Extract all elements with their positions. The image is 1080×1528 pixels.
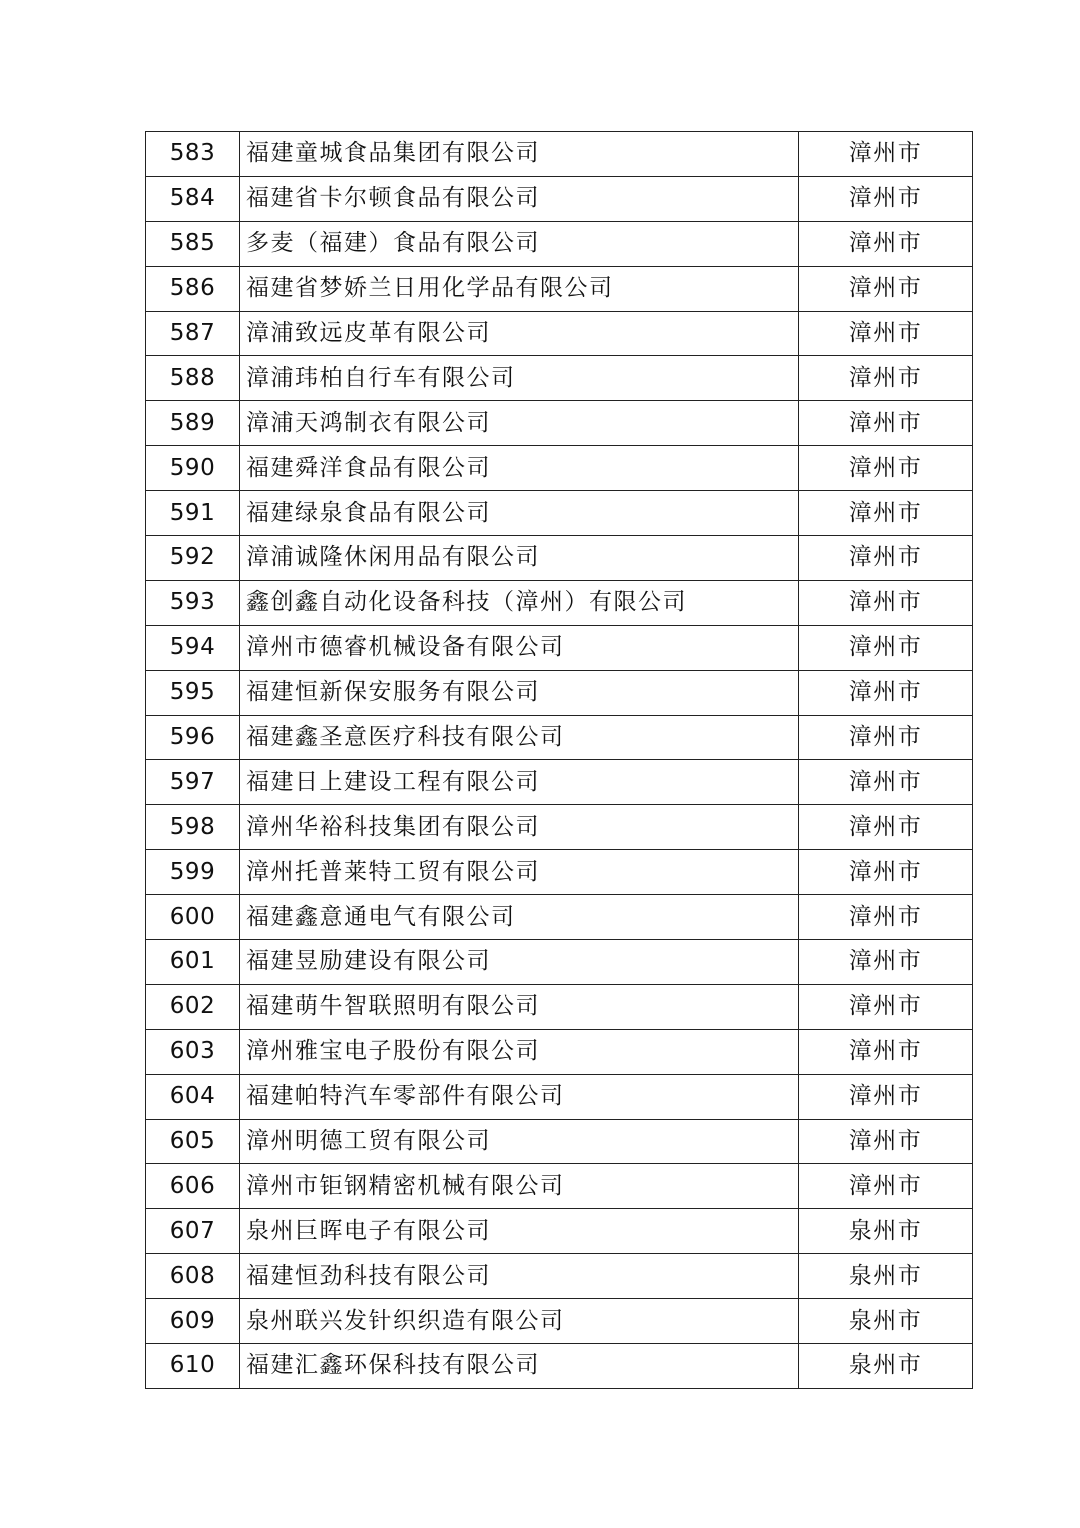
- city-name: 泉州市: [799, 1344, 973, 1389]
- city-name: 漳州市: [799, 940, 973, 985]
- row-number: 587: [146, 311, 240, 356]
- table-row: [146, 1344, 973, 1389]
- row-number: 584: [146, 176, 240, 221]
- city-name: 漳州市: [799, 850, 973, 895]
- table-row: [146, 132, 973, 177]
- city-name: 漳州市: [799, 580, 973, 625]
- company-name: 福建日上建设工程有限公司: [240, 760, 799, 805]
- company-name: 福建鑫意通电气有限公司: [240, 895, 799, 940]
- company-name: 福建帕特汽车零部件有限公司: [240, 1074, 799, 1119]
- row-number: 583: [146, 132, 240, 177]
- table-row: [146, 401, 973, 446]
- row-number: 586: [146, 266, 240, 311]
- table-row: [146, 895, 973, 940]
- table-row: [146, 715, 973, 760]
- city-name: 漳州市: [799, 401, 973, 446]
- table-row: [146, 1074, 973, 1119]
- row-number: 591: [146, 491, 240, 536]
- city-name: 漳州市: [799, 221, 973, 266]
- company-name: 福建省梦娇兰日用化学品有限公司: [240, 266, 799, 311]
- table-body: [146, 132, 973, 1389]
- company-name: 漳浦玮柏自行车有限公司: [240, 356, 799, 401]
- company-name: 漳州雅宝电子股份有限公司: [240, 1029, 799, 1074]
- city-name: 漳州市: [799, 1074, 973, 1119]
- city-name: 漳州市: [799, 446, 973, 491]
- city-name: 泉州市: [799, 1209, 973, 1254]
- company-name: 漳州市钜钢精密机械有限公司: [240, 1164, 799, 1209]
- table-row: [146, 1119, 973, 1164]
- row-number: 598: [146, 805, 240, 850]
- row-number: 610: [146, 1344, 240, 1389]
- city-name: 漳州市: [799, 132, 973, 177]
- company-name: 泉州巨晖电子有限公司: [240, 1209, 799, 1254]
- company-name: 漳浦致远皮革有限公司: [240, 311, 799, 356]
- row-number: 597: [146, 760, 240, 805]
- company-name: 福建萌牛智联照明有限公司: [240, 984, 799, 1029]
- table-row: [146, 536, 973, 581]
- city-name: 漳州市: [799, 715, 973, 760]
- row-number: 601: [146, 940, 240, 985]
- company-name: 多麦（福建）食品有限公司: [240, 221, 799, 266]
- row-number: 606: [146, 1164, 240, 1209]
- company-name: 福建恒劲科技有限公司: [240, 1254, 799, 1299]
- city-name: 漳州市: [799, 670, 973, 715]
- table-row: [146, 266, 973, 311]
- company-name: 漳州明德工贸有限公司: [240, 1119, 799, 1164]
- city-name: 泉州市: [799, 1299, 973, 1344]
- city-name: 漳州市: [799, 984, 973, 1029]
- table-row: [146, 491, 973, 536]
- row-number: 600: [146, 895, 240, 940]
- company-name: 福建汇鑫环保科技有限公司: [240, 1344, 799, 1389]
- city-name: 漳州市: [799, 760, 973, 805]
- row-number: 590: [146, 446, 240, 491]
- company-name: 泉州联兴发针织织造有限公司: [240, 1299, 799, 1344]
- company-name: 漳州市德睿机械设备有限公司: [240, 625, 799, 670]
- table-row: [146, 221, 973, 266]
- city-name: 漳州市: [799, 805, 973, 850]
- row-number: 594: [146, 625, 240, 670]
- table-row: [146, 1164, 973, 1209]
- table-row: [146, 805, 973, 850]
- city-name: 漳州市: [799, 356, 973, 401]
- city-name: 漳州市: [799, 1119, 973, 1164]
- company-name: 漳浦诚隆休闲用品有限公司: [240, 536, 799, 581]
- city-name: 泉州市: [799, 1254, 973, 1299]
- company-name: 漳州托普莱特工贸有限公司: [240, 850, 799, 895]
- table-row: [146, 1299, 973, 1344]
- company-name: 漳州华裕科技集团有限公司: [240, 805, 799, 850]
- company-name: 福建恒新保安服务有限公司: [240, 670, 799, 715]
- company-name: 鑫创鑫自动化设备科技（漳州）有限公司: [240, 580, 799, 625]
- city-name: 漳州市: [799, 1029, 973, 1074]
- table-row: [146, 760, 973, 805]
- city-name: 漳州市: [799, 176, 973, 221]
- table-row: [146, 850, 973, 895]
- city-name: 漳州市: [799, 491, 973, 536]
- row-number: 596: [146, 715, 240, 760]
- company-name: 福建绿泉食品有限公司: [240, 491, 799, 536]
- row-number: 604: [146, 1074, 240, 1119]
- table-row: [146, 940, 973, 985]
- row-number: 607: [146, 1209, 240, 1254]
- row-number: 595: [146, 670, 240, 715]
- table-row: [146, 1209, 973, 1254]
- row-number: 609: [146, 1299, 240, 1344]
- row-number: 602: [146, 984, 240, 1029]
- table-row: [146, 356, 973, 401]
- city-name: 漳州市: [799, 536, 973, 581]
- company-name: 福建省卡尔顿食品有限公司: [240, 176, 799, 221]
- table-row: [146, 311, 973, 356]
- row-number: 593: [146, 580, 240, 625]
- table-row: [146, 984, 973, 1029]
- row-number: 599: [146, 850, 240, 895]
- table-row: [146, 625, 973, 670]
- company-name: 福建舜洋食品有限公司: [240, 446, 799, 491]
- company-list-table: [145, 131, 973, 1389]
- table-row: [146, 1029, 973, 1074]
- city-name: 漳州市: [799, 625, 973, 670]
- row-number: 585: [146, 221, 240, 266]
- city-name: 漳州市: [799, 895, 973, 940]
- city-name: 漳州市: [799, 1164, 973, 1209]
- table-row: [146, 176, 973, 221]
- row-number: 603: [146, 1029, 240, 1074]
- company-name: 福建童城食品集团有限公司: [240, 132, 799, 177]
- company-name: 漳浦天鸿制衣有限公司: [240, 401, 799, 446]
- company-name: 福建昱励建设有限公司: [240, 940, 799, 985]
- city-name: 漳州市: [799, 266, 973, 311]
- city-name: 漳州市: [799, 311, 973, 356]
- row-number: 605: [146, 1119, 240, 1164]
- company-name: 福建鑫圣意医疗科技有限公司: [240, 715, 799, 760]
- table-row: [146, 1254, 973, 1299]
- row-number: 592: [146, 536, 240, 581]
- table-row: [146, 580, 973, 625]
- row-number: 589: [146, 401, 240, 446]
- row-number: 588: [146, 356, 240, 401]
- table-row: [146, 446, 973, 491]
- table-row: [146, 670, 973, 715]
- row-number: 608: [146, 1254, 240, 1299]
